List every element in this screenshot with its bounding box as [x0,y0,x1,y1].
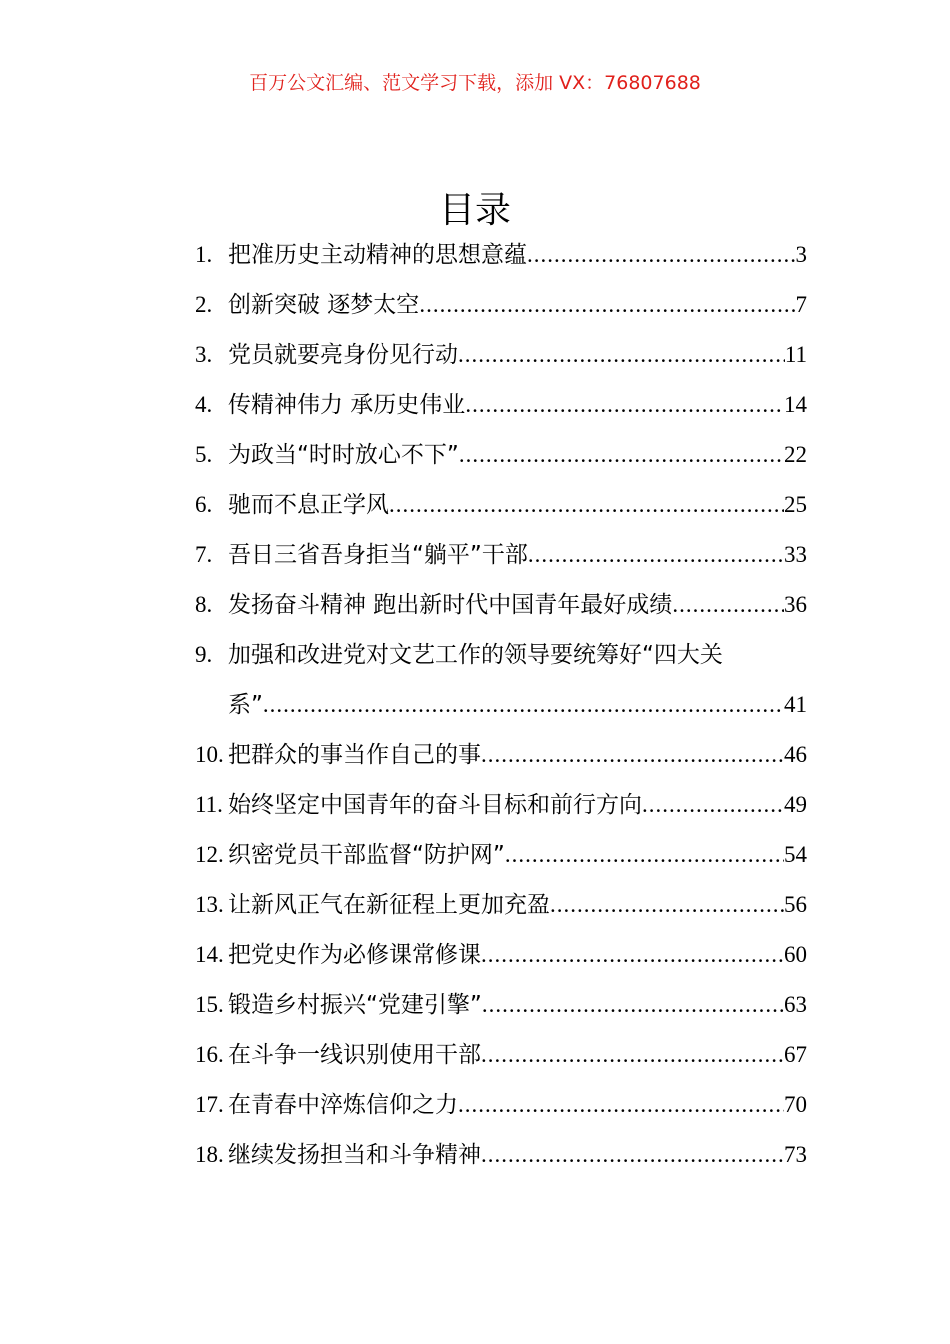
toc-entry-number: 7. [195,542,213,567]
toc-leader-dots [458,1080,784,1130]
toc-entry-number: 2. [195,292,213,317]
toc-entry-number: 6. [195,492,213,517]
toc-entry-page: 41 [784,692,807,717]
toc-entry-title: 把群众的事当作自己的事 [228,742,481,768]
toc-entry-page: 25 [784,492,807,517]
toc-leader-dots [527,230,796,280]
toc-entry-title: 系” [228,692,263,718]
toc-leader-dots [672,580,784,630]
toc-leader-dots [482,980,784,1030]
toc-entry-page: 63 [784,992,807,1017]
toc-entry-title: 始终坚定中国青年的奋斗目标和前行方向 [228,792,642,818]
toc-entry-number: 14. [195,942,224,967]
toc-entry-page: 54 [784,842,807,867]
toc-entry[interactable] [195,580,807,630]
toc-entry[interactable] [195,980,807,1030]
toc-entry[interactable] [195,280,807,330]
toc-entry-page: 49 [784,792,807,817]
toc-entry-page: 46 [784,742,807,767]
toc-entry-page: 70 [784,1092,807,1117]
toc-entry[interactable] [195,230,807,280]
header-note: 百万公文汇编、范文学习下载，添加 VX：76807688 [249,72,701,94]
toc-entry[interactable] [195,530,807,580]
toc-entry-title: 为政当“时时放心不下” [228,442,459,468]
toc-entry-page: 73 [784,1142,807,1167]
toc-leader-dots [263,680,784,730]
toc-leader-dots [481,1130,784,1180]
toc-entry[interactable] [195,1130,807,1180]
toc-entry-number: 9. [195,642,213,667]
toc-entry-number: 1. [195,242,213,267]
toc-leader-dots [642,780,784,830]
toc-leader-dots [505,830,784,880]
table-of-contents [195,230,807,1180]
toc-leader-dots [389,480,784,530]
toc-entry-page: 36 [784,592,807,617]
toc-leader-dots [465,380,784,430]
toc-entry-page: 67 [784,1042,807,1067]
toc-entry-title: 在青春中淬炼信仰之力 [228,1092,458,1118]
toc-entry-title: 驰而不息正学风 [228,492,389,518]
toc-entry-number: 12. [195,842,224,867]
toc-entry[interactable] [195,1080,807,1130]
toc-entry-title: 传精神伟力 承历史伟业 [228,392,466,418]
toc-leader-dots [459,430,784,480]
toc-entry-page: 3 [795,242,807,267]
toc-entry-page: 33 [784,542,807,567]
toc-entry-title-line1: 加强和改进党对文艺工作的领导要统筹好“四大关 [228,642,723,668]
toc-entry-title: 吾日三省吾身拒当“躺平”干部 [228,542,528,568]
toc-entry-title: 把党史作为必修课常修课 [228,942,481,968]
toc-leader-dots [481,1030,784,1080]
toc-entry-number: 5. [195,442,213,467]
toc-leader-dots [481,730,784,780]
toc-entry-number: 8. [195,592,213,617]
toc-entry[interactable] [195,880,807,930]
toc-entry-page: 7 [795,292,807,317]
toc-entry[interactable] [195,730,807,780]
toc-entry-title: 织密党员干部监督“防护网” [228,842,505,868]
toc-leader-dots [458,330,785,380]
toc-entry-number: 4. [195,392,213,417]
toc-entry-page: 60 [784,942,807,967]
toc-entry[interactable] [195,380,807,430]
toc-entry-title: 创新突破 逐梦太空 [228,292,420,318]
toc-entry-title: 发扬奋斗精神 跑出新时代中国青年最好成绩 [228,592,673,618]
toc-leader-dots [481,930,784,980]
toc-entry-number: 13. [195,892,224,917]
toc-entry-title: 把准历史主动精神的思想意蕴 [228,242,527,268]
toc-entry[interactable] [195,830,807,880]
toc-entry[interactable] [195,430,807,480]
toc-entry[interactable] [195,1030,807,1080]
toc-entry-page: 11 [784,342,807,367]
toc-entry-title: 继续发扬担当和斗争精神 [228,1142,481,1168]
toc-entry-title: 让新风正气在新征程上更加充盈 [228,892,550,918]
toc-entry-number: 18. [195,1142,224,1167]
toc-entry-page: 22 [784,442,807,467]
toc-entry[interactable] [195,930,807,980]
toc-entry[interactable] [195,630,807,730]
toc-entry-title: 党员就要亮身份见行动 [228,342,458,368]
toc-entry-number: 15. [195,992,224,1017]
toc-entry[interactable] [195,780,807,830]
toc-entry-title: 锻造乡村振兴“党建引擎” [228,992,482,1018]
toc-leader-dots [528,530,784,580]
toc-leader-dots [550,880,784,930]
toc-entry-page: 56 [784,892,807,917]
toc-leader-dots [419,280,795,330]
toc-entry-number: 16. [195,1042,224,1067]
toc-entry-number: 17. [195,1092,224,1117]
toc-entry-number: 10. [195,742,224,767]
page-title: 目录 [438,190,511,231]
toc-entry-title: 在斗争一线识别使用干部 [228,1042,481,1068]
toc-entry-page: 14 [784,392,807,417]
toc-entry-number: 11. [195,792,223,817]
toc-entry[interactable] [195,330,807,380]
toc-entry[interactable] [195,480,807,530]
toc-entry-number: 3. [195,342,213,367]
